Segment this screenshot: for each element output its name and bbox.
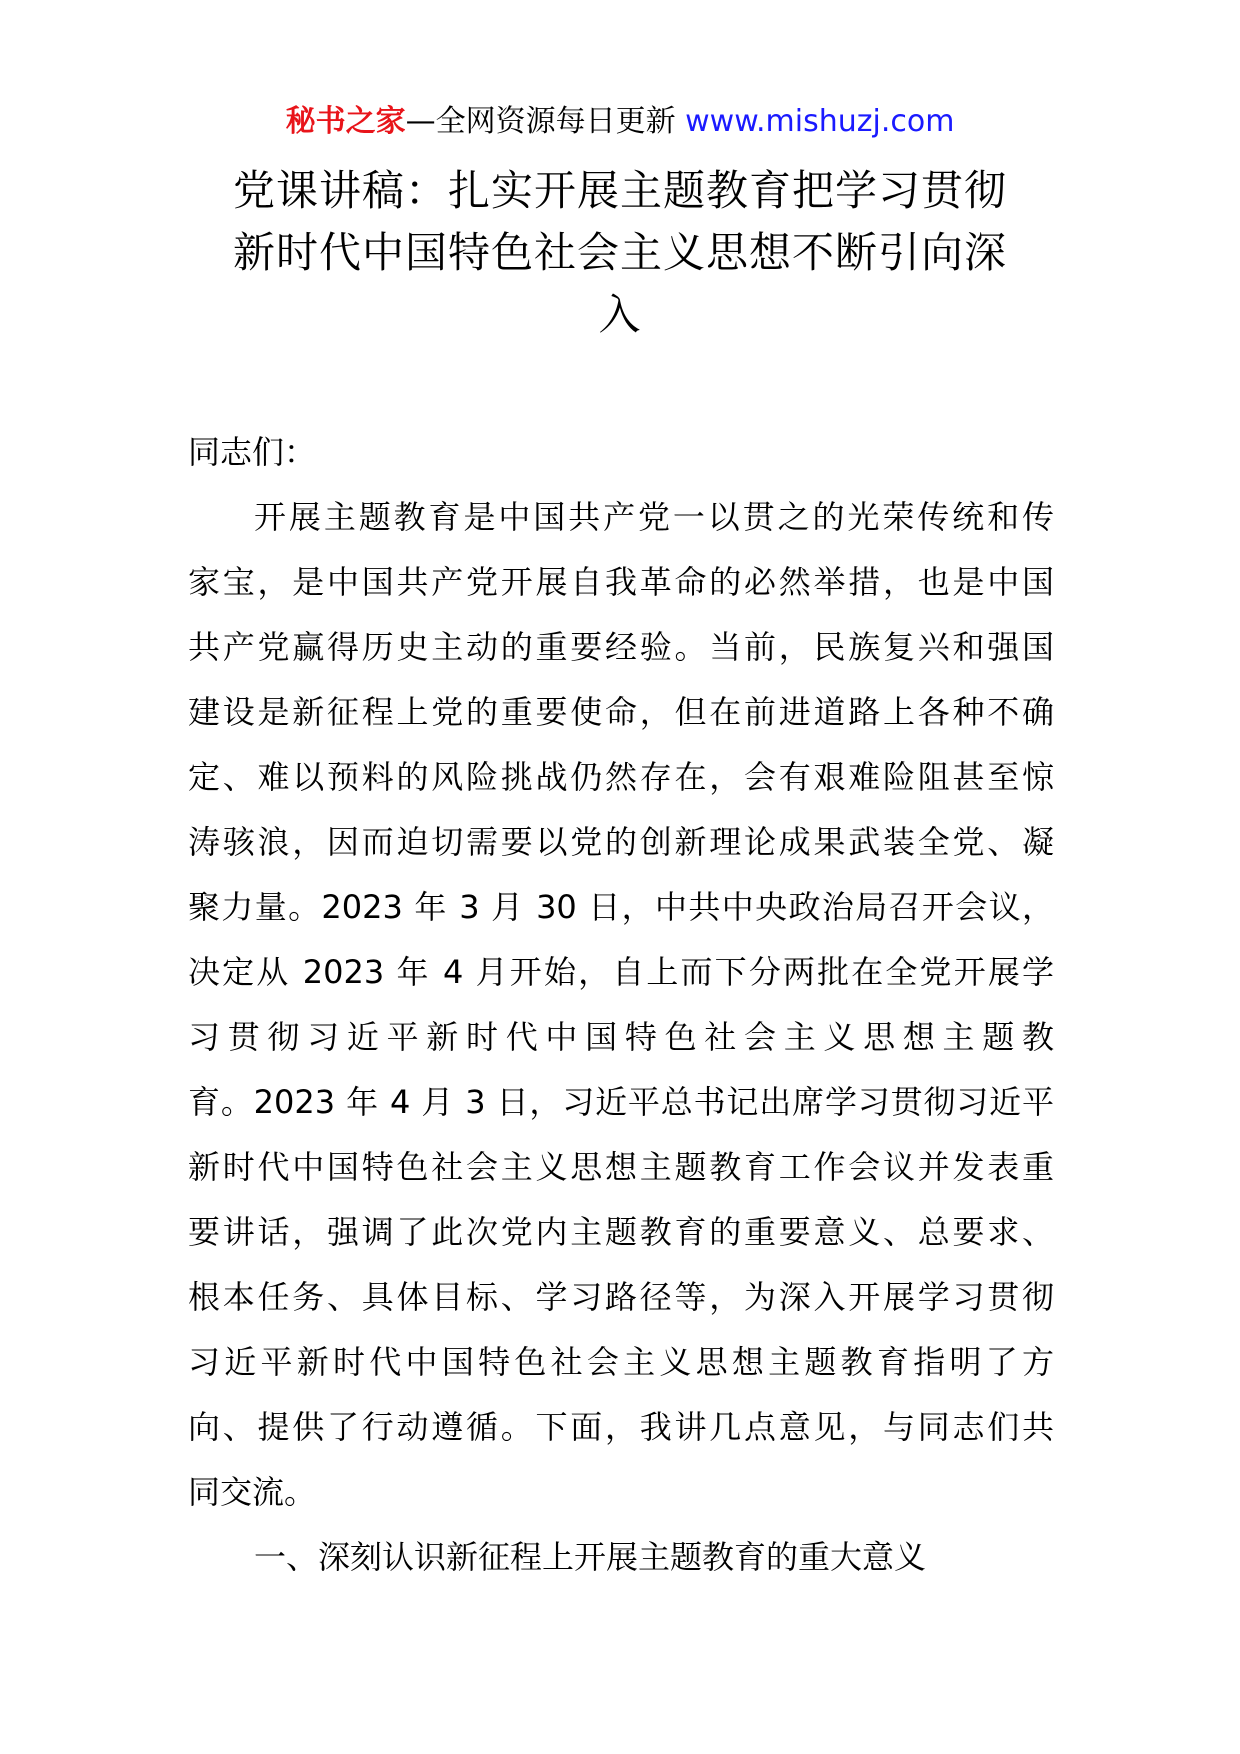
header-slogan: —全网资源每日更新 (405, 104, 686, 139)
paragraph-line: 根本任务、具体目标、学习路径等，为深入开展学习贯彻 (188, 1278, 1054, 1316)
paragraph-line: 家宝，是中国共产党开展自我革命的必然举措，也是中国 (188, 563, 1054, 601)
site-header (0, 100, 1240, 144)
title-line: 入 (598, 290, 642, 339)
paragraph-line: 决定从 2023 年 4 月开始，自上而下分两批在全党开展学 (188, 953, 1054, 991)
section-heading: 一、深刻认识新征程上开展主题教育的重大意义 (254, 1538, 927, 1576)
title-line: 新时代中国特色社会主义思想不断引向深 (232, 228, 1007, 277)
paragraph-line: 新时代中国特色社会主义思想主题教育工作会议并发表重 (188, 1148, 1054, 1186)
greeting: 同志们： (188, 433, 317, 471)
paragraph-line: 同交流。 (188, 1473, 317, 1511)
paragraph-line: 向、提供了行动遵循。下面，我讲几点意见，与同志们共 (188, 1408, 1054, 1446)
paragraph-line: 要讲话，强调了此次党内主题教育的重要意义、总要求、 (188, 1213, 1054, 1251)
paragraph-line: 开展主题教育是中国共产党一以贯之的光荣传统和传 (254, 498, 1054, 536)
document-body (188, 420, 1054, 1590)
paragraph-line: 习贯彻习近平新时代中国特色社会主义思想主题教 (188, 1018, 1054, 1056)
paragraph-line: 建设是新征程上党的重要使命，但在前进道路上各种不确 (188, 693, 1054, 731)
title-line: 党课讲稿：扎实开展主题教育把学习贯彻 (232, 166, 1007, 215)
paragraph-line: 定、难以预料的风险挑战仍然存在，会有艰难险阻甚至惊 (188, 758, 1054, 796)
paragraph-line: 育。2023 年 4 月 3 日，习近平总书记出席学习贯彻习近平 (188, 1083, 1054, 1121)
document-title (190, 160, 1050, 346)
paragraph-line: 共产党赢得历史主动的重要经验。当前，民族复兴和强国 (188, 628, 1054, 666)
paragraph-line: 聚力量。2023 年 3 月 30 日，中共中央政治局召开会议， (188, 888, 1054, 926)
intro-paragraph (188, 485, 1054, 1525)
paragraph-line: 涛骇浪，因而迫切需要以党的创新理论成果武装全党、凝 (188, 823, 1054, 861)
brand-name: 秘书之家 (285, 104, 406, 139)
site-url-link[interactable]: www.mishuzj.com (685, 104, 955, 139)
paragraph-line: 习近平新时代中国特色社会主义思想主题教育指明了方 (188, 1343, 1054, 1381)
